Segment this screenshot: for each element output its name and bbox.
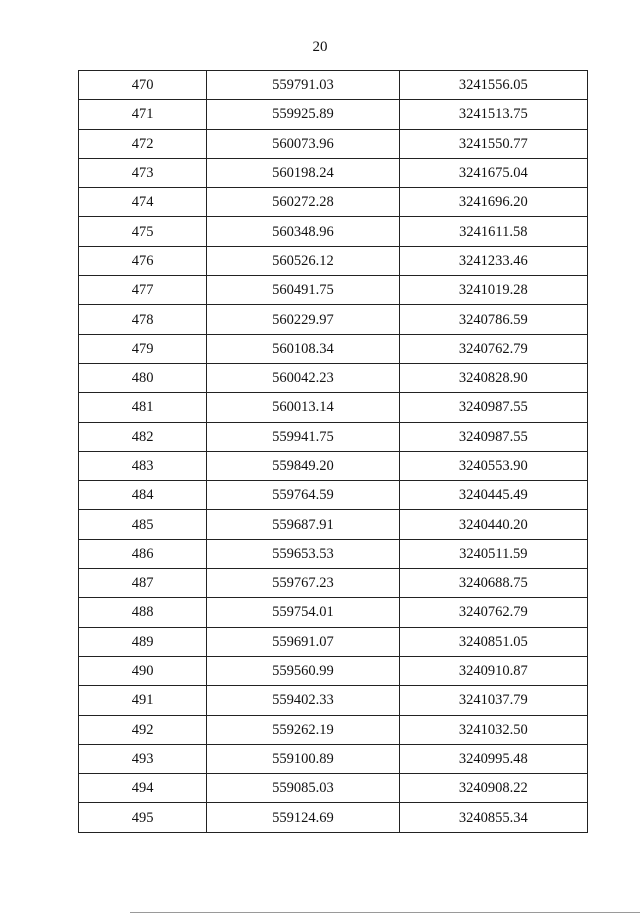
point-number-cell: 470 — [79, 71, 207, 100]
point-number-cell: 489 — [79, 627, 207, 656]
table-row — [79, 158, 588, 187]
y-coordinate-cell: 3241556.05 — [399, 71, 587, 100]
x-coordinate-cell: 560491.75 — [207, 276, 399, 305]
x-coordinate-cell: 559767.23 — [207, 569, 399, 598]
y-coordinate-cell: 3240511.59 — [399, 539, 587, 568]
table-row — [79, 393, 588, 422]
y-coordinate-cell: 3240987.55 — [399, 393, 587, 422]
x-coordinate-cell: 559754.01 — [207, 598, 399, 627]
table-row — [79, 100, 588, 129]
y-coordinate-cell: 3241675.04 — [399, 158, 587, 187]
table-row — [79, 510, 588, 539]
point-number-cell: 494 — [79, 774, 207, 803]
x-coordinate-cell: 559402.33 — [207, 686, 399, 715]
y-coordinate-cell: 3241550.77 — [399, 129, 587, 158]
table-row — [79, 276, 588, 305]
x-coordinate-cell: 560013.14 — [207, 393, 399, 422]
table-row — [79, 71, 588, 100]
y-coordinate-cell: 3240851.05 — [399, 627, 587, 656]
y-coordinate-cell: 3240445.49 — [399, 481, 587, 510]
x-coordinate-cell: 559262.19 — [207, 715, 399, 744]
point-number-cell: 485 — [79, 510, 207, 539]
x-coordinate-cell: 559100.89 — [207, 744, 399, 773]
y-coordinate-cell: 3241696.20 — [399, 188, 587, 217]
table-row — [79, 774, 588, 803]
y-coordinate-cell: 3241032.50 — [399, 715, 587, 744]
table-row — [79, 422, 588, 451]
point-number-cell: 479 — [79, 334, 207, 363]
table-row — [79, 539, 588, 568]
y-coordinate-cell: 3240908.22 — [399, 774, 587, 803]
point-number-cell: 471 — [79, 100, 207, 129]
table-row — [79, 363, 588, 392]
y-coordinate-cell: 3241611.58 — [399, 217, 587, 246]
table-row — [79, 627, 588, 656]
table-row — [79, 129, 588, 158]
point-number-cell: 486 — [79, 539, 207, 568]
table-row — [79, 656, 588, 685]
x-coordinate-cell: 560042.23 — [207, 363, 399, 392]
table-row — [79, 481, 588, 510]
point-number-cell: 490 — [79, 656, 207, 685]
y-coordinate-cell: 3240762.79 — [399, 334, 587, 363]
y-coordinate-cell: 3240440.20 — [399, 510, 587, 539]
table-row — [79, 598, 588, 627]
table-row — [79, 217, 588, 246]
table-row — [79, 246, 588, 275]
footer-rule — [130, 912, 640, 913]
x-coordinate-cell: 560272.28 — [207, 188, 399, 217]
point-number-cell: 472 — [79, 129, 207, 158]
y-coordinate-cell: 3240553.90 — [399, 451, 587, 480]
y-coordinate-cell: 3240910.87 — [399, 656, 587, 685]
point-number-cell: 476 — [79, 246, 207, 275]
x-coordinate-cell: 559653.53 — [207, 539, 399, 568]
x-coordinate-cell: 560526.12 — [207, 246, 399, 275]
y-coordinate-cell: 3240995.48 — [399, 744, 587, 773]
table-row — [79, 569, 588, 598]
point-number-cell: 487 — [79, 569, 207, 598]
y-coordinate-cell: 3240762.79 — [399, 598, 587, 627]
point-number-cell: 477 — [79, 276, 207, 305]
y-coordinate-cell: 3240987.55 — [399, 422, 587, 451]
table-row — [79, 686, 588, 715]
point-number-cell: 478 — [79, 305, 207, 334]
x-coordinate-cell: 559124.69 — [207, 803, 399, 832]
x-coordinate-cell: 559687.91 — [207, 510, 399, 539]
table-row — [79, 744, 588, 773]
table-row — [79, 715, 588, 744]
point-number-cell: 493 — [79, 744, 207, 773]
table-row — [79, 305, 588, 334]
point-number-cell: 492 — [79, 715, 207, 744]
y-coordinate-cell: 3241019.28 — [399, 276, 587, 305]
x-coordinate-cell: 560198.24 — [207, 158, 399, 187]
table-row — [79, 188, 588, 217]
x-coordinate-cell: 560229.97 — [207, 305, 399, 334]
point-number-cell: 474 — [79, 188, 207, 217]
x-coordinate-cell: 559764.59 — [207, 481, 399, 510]
y-coordinate-cell: 3240786.59 — [399, 305, 587, 334]
point-number-cell: 475 — [79, 217, 207, 246]
x-coordinate-cell: 559691.07 — [207, 627, 399, 656]
point-number-cell: 491 — [79, 686, 207, 715]
point-number-cell: 483 — [79, 451, 207, 480]
table-row — [79, 451, 588, 480]
table-row — [79, 803, 588, 832]
table-row — [79, 334, 588, 363]
x-coordinate-cell: 559791.03 — [207, 71, 399, 100]
x-coordinate-cell: 559849.20 — [207, 451, 399, 480]
page-number: 20 — [312, 39, 328, 55]
coordinate-table — [78, 70, 588, 833]
x-coordinate-cell: 560348.96 — [207, 217, 399, 246]
x-coordinate-cell: 559085.03 — [207, 774, 399, 803]
point-number-cell: 473 — [79, 158, 207, 187]
x-coordinate-cell: 559560.99 — [207, 656, 399, 685]
x-coordinate-cell: 559941.75 — [207, 422, 399, 451]
y-coordinate-cell: 3240855.34 — [399, 803, 587, 832]
point-number-cell: 480 — [79, 363, 207, 392]
point-number-cell: 481 — [79, 393, 207, 422]
point-number-cell: 488 — [79, 598, 207, 627]
y-coordinate-cell: 3241233.46 — [399, 246, 587, 275]
y-coordinate-cell: 3240688.75 — [399, 569, 587, 598]
point-number-cell: 482 — [79, 422, 207, 451]
y-coordinate-cell: 3241513.75 — [399, 100, 587, 129]
y-coordinate-cell: 3241037.79 — [399, 686, 587, 715]
x-coordinate-cell: 559925.89 — [207, 100, 399, 129]
x-coordinate-cell: 560108.34 — [207, 334, 399, 363]
y-coordinate-cell: 3240828.90 — [399, 363, 587, 392]
point-number-cell: 495 — [79, 803, 207, 832]
point-number-cell: 484 — [79, 481, 207, 510]
coordinate-table-body — [79, 71, 588, 833]
x-coordinate-cell: 560073.96 — [207, 129, 399, 158]
